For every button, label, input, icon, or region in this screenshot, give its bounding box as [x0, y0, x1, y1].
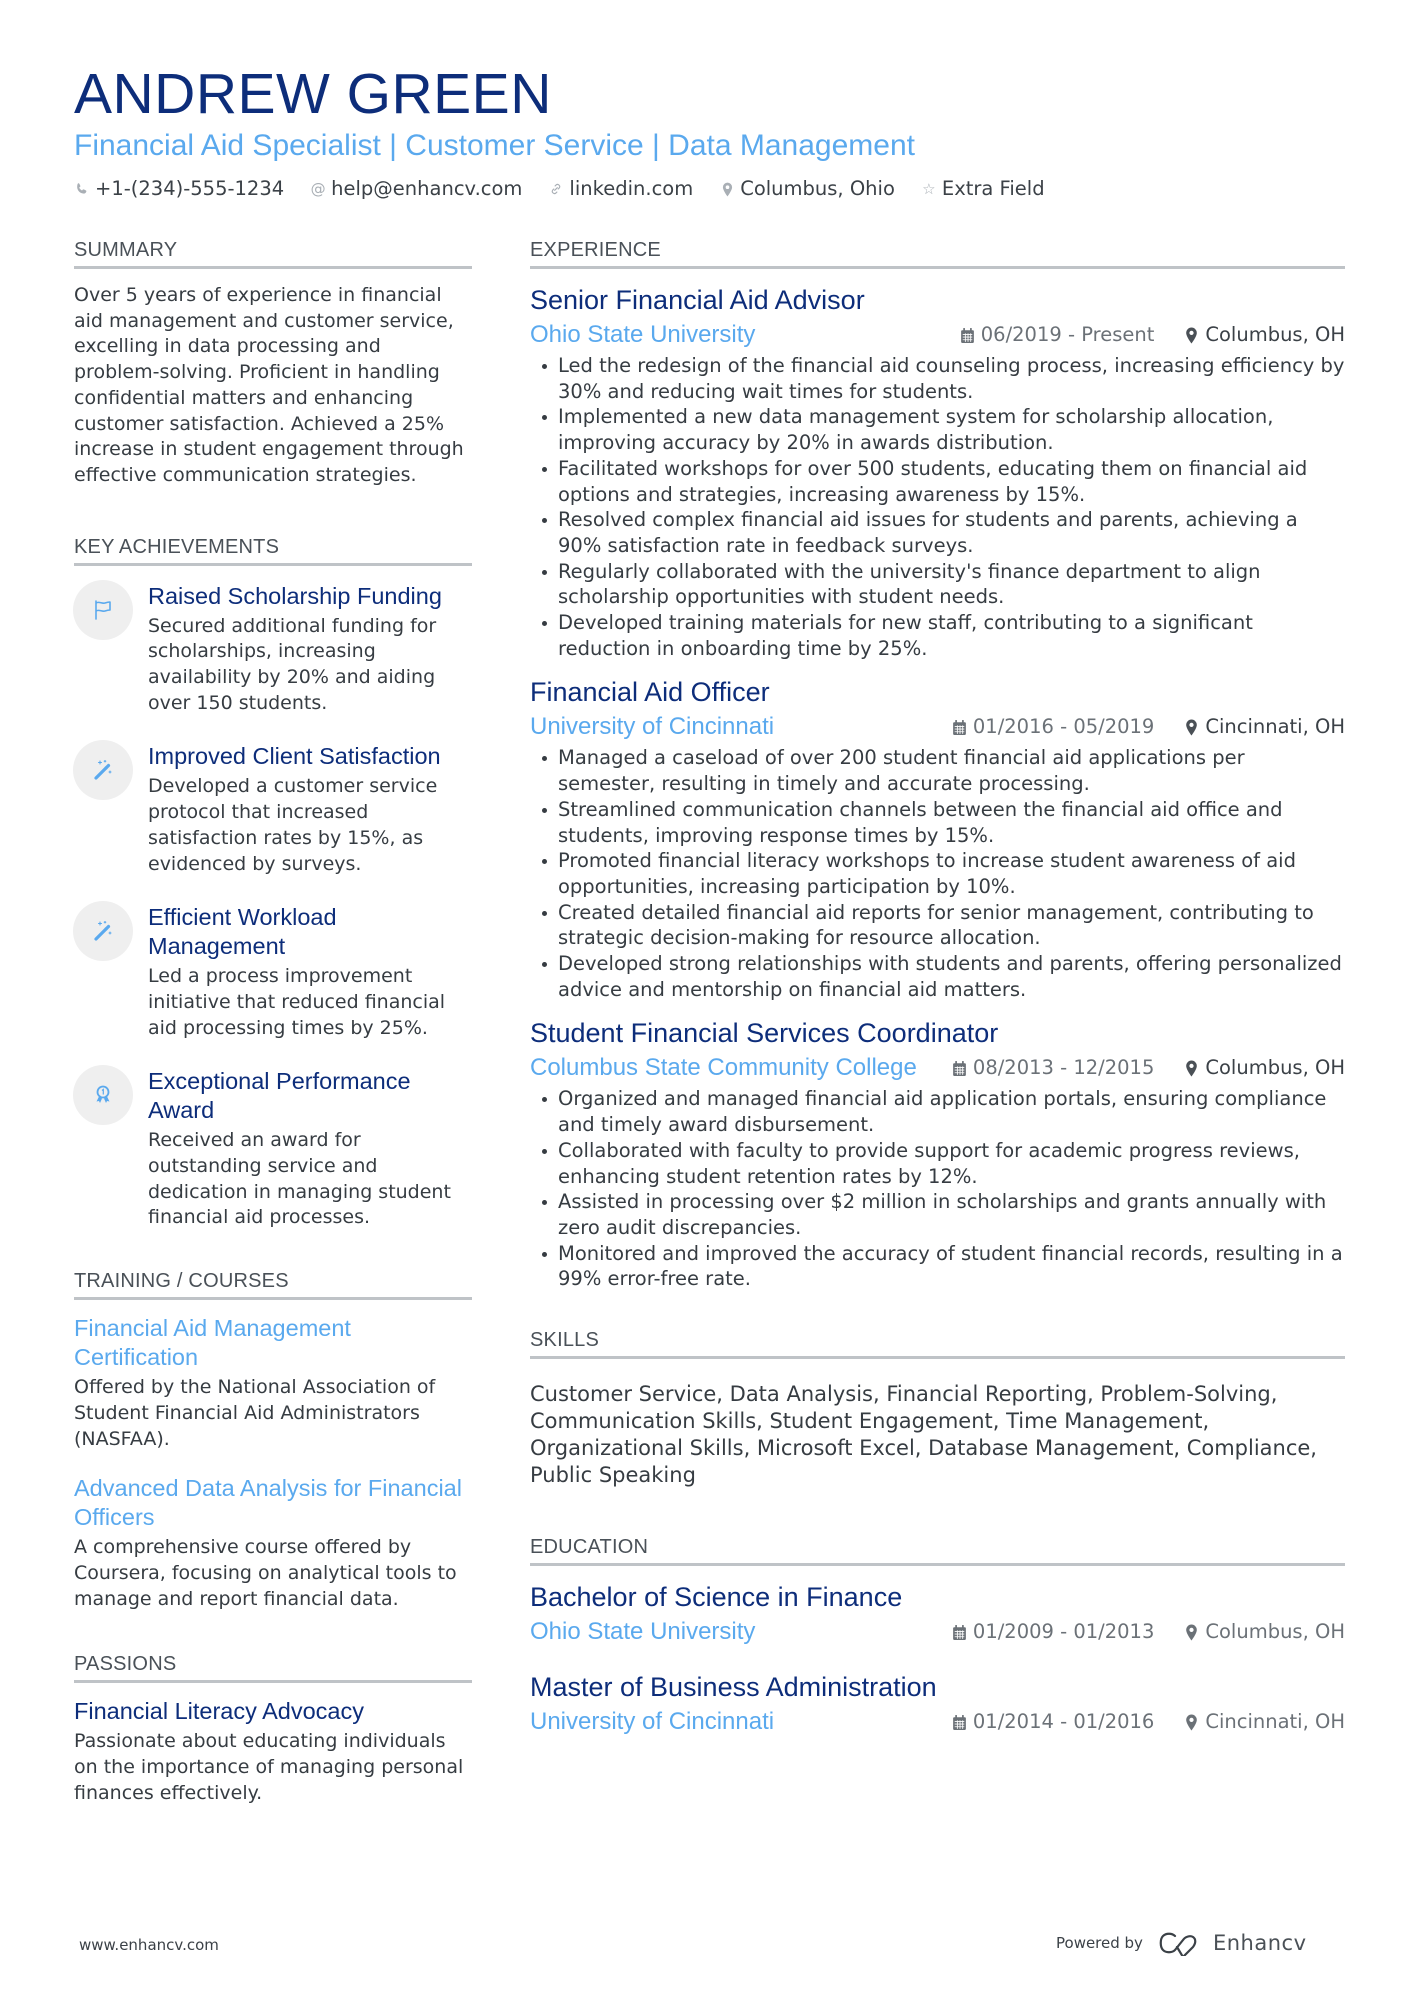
job-dates: 01/2016 - 05/2019	[952, 711, 1154, 743]
passion-text: Passionate about educating individuals on the importance of managing personal finances effectively.	[74, 1730, 464, 1804]
achievement-item	[74, 580, 472, 717]
achievement-text: Received an award for outstanding service and dedication in managing student financial aid processes.	[148, 1129, 451, 1229]
job-bullet: Facilitated workshops for over 500 students, educating them on financial aid options and strategies, increasing awareness by 15%.	[530, 456, 1345, 507]
summary-text: Over 5 years of experience in financial aid management and customer service, excelling in data processing and problem-solving. Proficient in handling confidential matters and enhancing customer satisfaction. Achieved a 25% increase in student engagement through effective communication strategies.	[74, 284, 464, 486]
job-bullet: Led the redesign of the financial aid counseling process, increasing efficiency by 30% and reducing wait times for students.	[530, 353, 1345, 404]
job-location: Columbus, OH	[1184, 319, 1345, 351]
section-title-achievements: KEY ACHIEVEMENTS	[74, 535, 472, 566]
job-bullet: Implemented a new data management system for scholarship allocation, improving accuracy by 20% in awards distribution.	[530, 404, 1345, 455]
contact-email[interactable]	[310, 176, 522, 202]
calendar-icon	[952, 1714, 967, 1731]
job-bullet: Regularly collaborated with the university's finance department to align scholarship opportunities with student needs.	[530, 559, 1345, 610]
achievement-item	[74, 901, 472, 1041]
job-bullet: Collaborated with faculty to provide support for academic progress reviews, enhancing student retention rates by 12%.	[530, 1138, 1345, 1189]
brand-name: Enhancv	[1212, 1931, 1307, 1955]
contact-row	[74, 176, 1354, 202]
course-text: Offered by the National Association of Student Financial Aid Administrators (NASFAA).	[74, 1376, 436, 1450]
education-entry	[530, 1670, 1345, 1738]
job-location: Cincinnati, OH	[1184, 711, 1345, 743]
candidate-name: ANDREW GREEN	[74, 62, 552, 126]
contact-location-text: Columbus, Ohio	[740, 177, 895, 200]
contact-extra-text: Extra Field	[941, 177, 1045, 200]
page-footer	[0, 1930, 1410, 1970]
achievement-title: Efficient Workload Management	[148, 904, 337, 960]
achievement-text: Led a process improvement initiative that reduced financial aid processing times by 25%.	[148, 965, 446, 1039]
job-bullets	[530, 745, 1345, 1002]
course-item	[74, 1474, 472, 1612]
achievement-title: Improved Client Satisfaction	[148, 743, 441, 770]
job-title: Senior Financial Aid Advisor	[530, 285, 865, 315]
phone-icon	[74, 182, 90, 196]
skills-text: Customer Service, Data Analysis, Financial Reporting, Problem-Solving, Communication Skills, Student Engagement, Time Management, Organizational Skills, Microsoft Excel, Database Management, Compliance, Public Speaking	[530, 1382, 1317, 1488]
footer-url-link[interactable]: www.enhancv.com	[79, 1936, 219, 1954]
job-bullet: Managed a caseload of over 200 student financial aid applications per semester, resulting in timely and accurate processing.	[530, 745, 1345, 796]
degree-title: Master of Business Administration	[530, 1672, 937, 1703]
job-title: Financial Aid Officer	[530, 677, 770, 708]
contact-phone-text: +1-(234)-555-1234	[95, 177, 285, 200]
company-name: Ohio State University	[530, 321, 756, 348]
link-icon	[548, 182, 564, 196]
job-bullet: Developed training materials for new staff, contributing to a significant reduction in onboarding time by 25%.	[530, 610, 1345, 661]
magic-wand-icon	[73, 740, 133, 800]
job-dates: 06/2019 - Present	[960, 319, 1155, 351]
contact-phone[interactable]	[74, 176, 284, 202]
summary-section	[74, 238, 472, 489]
calendar-icon	[952, 1624, 967, 1641]
achievement-item	[74, 740, 472, 877]
achievement-text: Secured additional funding for scholarships, increasing availability by 20% and aiding over 150 students.	[148, 614, 437, 714]
contact-email-text: help@enhancv.com	[331, 177, 523, 200]
job-bullet: Resolved complex financial aid issues for students and parents, achieving a 90% satisfaction rate in feedback surveys.	[530, 507, 1345, 558]
section-title-skills: SKILLS	[530, 1328, 1345, 1359]
achievement-text: Developed a customer service protocol that increased satisfaction rates by 15%, as evidenced by surveys.	[148, 775, 438, 875]
calendar-icon	[952, 1060, 967, 1077]
contact-linkedin[interactable]	[548, 176, 693, 202]
location-icon	[1184, 1060, 1199, 1077]
section-title-training: TRAINING / COURSES	[74, 1269, 472, 1300]
left-column	[74, 238, 472, 1807]
right-column	[530, 238, 1345, 1760]
job-bullet: Created detailed financial aid reports for senior management, contributing to strategic decision-making for resource allocation.	[530, 900, 1345, 951]
job-bullet: Developed strong relationships with students and parents, offering personalized advice and mentorship on financial aid matters.	[530, 951, 1345, 1002]
course-title: Advanced Data Analysis for Financial Officers	[74, 1475, 462, 1531]
calendar-icon	[960, 327, 975, 344]
resume-header	[74, 60, 1354, 202]
enhancv-logo-icon	[1157, 1930, 1203, 1956]
section-title-passions: PASSIONS	[74, 1652, 472, 1683]
passion-title: Financial Literacy Advocacy	[74, 1698, 364, 1725]
school-name: Ohio State University	[530, 1618, 756, 1646]
location-icon	[719, 182, 735, 197]
job-entry	[530, 675, 1345, 1002]
at-icon: @	[310, 180, 326, 198]
location-icon	[1184, 719, 1199, 736]
course-item	[74, 1314, 472, 1452]
course-title: Financial Aid Management Certification	[74, 1315, 351, 1371]
school-name: University of Cincinnati	[530, 1708, 775, 1736]
job-bullet: Assisted in processing over $2 million in scholarships and grants annually with zero audit discrepancies.	[530, 1189, 1345, 1240]
training-section	[74, 1269, 472, 1612]
job-bullet: Organized and managed financial aid application portals, ensuring compliance and timely award disbursement.	[530, 1086, 1345, 1137]
powered-by	[1056, 1930, 1307, 1956]
company-name: Columbus State Community College	[530, 1054, 917, 1082]
contact-extra	[921, 176, 1045, 202]
enhancv-logo[interactable]	[1157, 1930, 1307, 1956]
job-bullet: Promoted financial literacy workshops to increase student awareness of aid opportunities, increasing participation by 10%.	[530, 848, 1345, 899]
job-location: Columbus, OH	[1184, 1052, 1345, 1084]
skills-section	[530, 1328, 1345, 1489]
star-icon: ☆	[922, 180, 936, 198]
company-name: University of Cincinnati	[530, 713, 775, 741]
job-bullet: Streamlined communication channels between the financial aid office and students, improving response times by 15%.	[530, 797, 1345, 848]
course-text: A comprehensive course offered by Coursera, focusing on analytical tools to manage and report financial data.	[74, 1536, 457, 1610]
job-bullets	[530, 353, 1345, 661]
location-icon	[1184, 1714, 1199, 1731]
education-dates: 01/2009 - 01/2013	[952, 1616, 1154, 1648]
job-bullets	[530, 1086, 1345, 1292]
section-title-summary: SUMMARY	[74, 238, 472, 269]
achievement-title: Exceptional Performance Award	[148, 1068, 411, 1124]
passion-item	[74, 1697, 472, 1806]
award-medal-icon	[73, 1065, 133, 1125]
job-dates: 08/2013 - 12/2015	[952, 1052, 1154, 1084]
job-entry	[530, 1016, 1345, 1292]
key-achievements-section	[74, 535, 472, 1232]
location-icon	[1184, 1624, 1199, 1641]
education-location: Cincinnati, OH	[1184, 1706, 1345, 1738]
candidate-headline: Financial Aid Specialist | Customer Service | Data Management	[74, 129, 915, 162]
education-dates: 01/2014 - 01/2016	[952, 1706, 1154, 1738]
flag-icon	[73, 580, 133, 640]
calendar-icon	[952, 719, 967, 736]
job-title: Student Financial Services Coordinator	[530, 1018, 999, 1049]
location-icon	[1184, 327, 1199, 344]
degree-title: Bachelor of Science in Finance	[530, 1582, 903, 1613]
experience-section	[530, 238, 1345, 1292]
education-entry	[530, 1580, 1345, 1648]
achievement-item	[74, 1065, 472, 1231]
contact-linkedin-text: linkedin.com	[569, 177, 694, 200]
passions-section	[74, 1652, 472, 1806]
education-location: Columbus, OH	[1184, 1616, 1345, 1648]
contact-location	[719, 176, 895, 202]
job-bullet: Monitored and improved the accuracy of student financial records, resulting in a 99% error-free rate.	[530, 1241, 1345, 1292]
magic-wand-icon	[73, 901, 133, 961]
achievement-title: Raised Scholarship Funding	[148, 582, 442, 609]
education-section	[530, 1535, 1345, 1738]
powered-by-label: Powered by	[1056, 1934, 1143, 1952]
section-title-education: EDUCATION	[530, 1535, 1345, 1566]
job-entry	[530, 283, 1345, 661]
section-title-experience: EXPERIENCE	[530, 238, 1345, 269]
